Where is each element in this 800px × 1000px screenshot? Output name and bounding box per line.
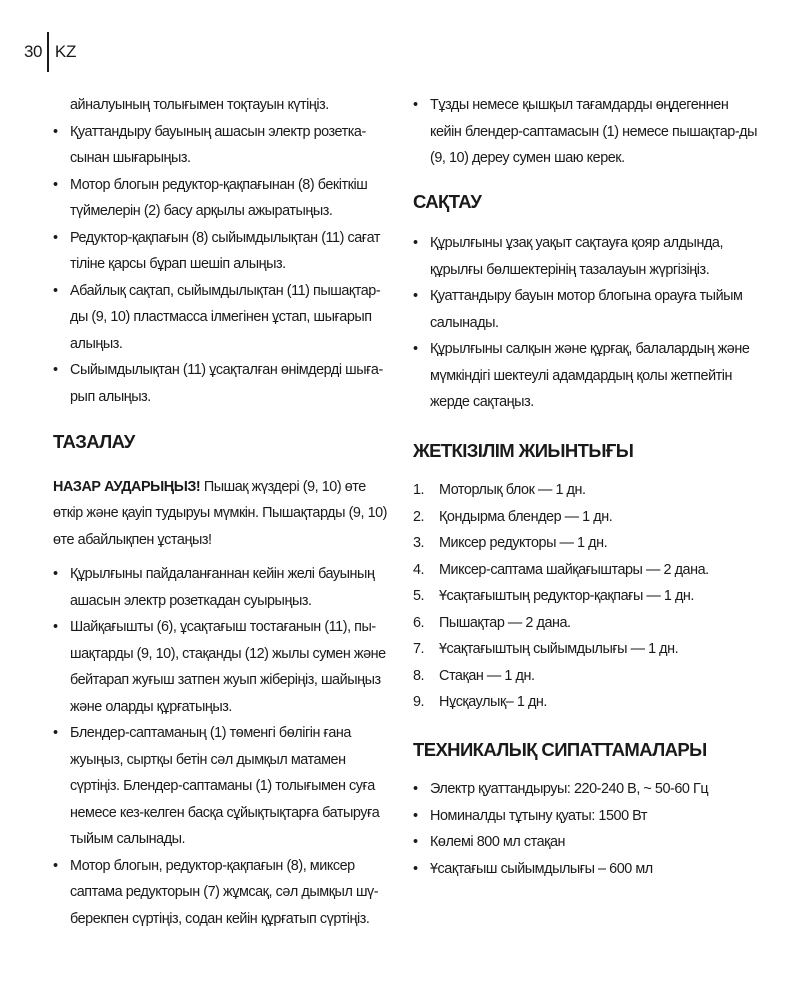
item-text: Моторлық блок — 1 дн. — [439, 482, 586, 498]
list-item: • Тұзды немесе қышқыл тағамдарды өңдегеннен кейін блендер-саптамасын (1) немесе пышақтар-ды (9, 10) дереу сумен шаю керек. — [413, 92, 758, 172]
list-item: • Ұсақтағыш сыйымдылығы – 600 мл — [413, 856, 758, 883]
cleaning-list — [53, 561, 391, 932]
item-number: 7. — [413, 641, 425, 657]
page-number: 30 — [24, 42, 42, 61]
item-text: Миксер редукторы — 1 дн. — [439, 535, 608, 551]
list-item: • Абайлық сақтап, сыйымдылықтан (11) пышақтар-ды (9, 10) пластмасса ілмегінен ұстап, шығарып алыңыз. — [53, 278, 391, 358]
item-number: 6. — [413, 614, 425, 631]
item-number: 2. — [413, 508, 425, 525]
contents-item — [413, 610, 758, 637]
list-item: • Блендер-саптаманың (1) төменгі бөлігін ғана жуыңыз, сыртқы бетін сәл дымқыл матамен сүртіңіз. Блендер-саптаманы (1) толығымен суға немесе кез-келген басқа сұйықтықтарға батыруға тыйым салынады. — [53, 720, 391, 853]
item-number: 4. — [413, 561, 425, 578]
list-item: • Электр қуаттандыруы: 220-240 В, ~ 50-60 Гц — [413, 776, 758, 803]
list-item: • Сыйымдылықтан (11) ұсақталған өнімдерді шыға-рып алыңыз. — [53, 357, 391, 410]
list-item: • Мотор блогын, редуктор-қақпағын (8), миксер саптама редукторын (7) жұмсақ, сәл дымқыл шү-берекпен сүртіңіз, содан кейін құрғатып сүртіңіз. — [53, 853, 391, 933]
disassembly-list — [53, 119, 391, 411]
warning-text: Пышақ жүздері (9, 10) өте өткір және қауіп тудыруы мүмкін. Пышақтарды (9, 10) өте абайлықпен ұстаңыз! — [53, 478, 388, 548]
specs-heading: ТЕХНИКАЛЫҚ СИПАТТАМАЛАРЫ — [413, 738, 707, 760]
list-item: • Қуаттандыру бауын мотор блогына орауға тыйым салынады. — [413, 283, 758, 336]
item-number: 9. — [413, 694, 425, 710]
list-item: • Редуктор-қақпағын (8) сыйымдылықтан (11) сағат тіліне қарсы бұрап шешіп алыңыз. — [53, 225, 391, 278]
continuation-text: айналуының толығымен тоқтауын күтіңіз. — [70, 97, 329, 113]
contents-heading: ЖЕТКІЗІЛІМ ЖИЫНТЫҒЫ — [413, 439, 634, 461]
storage-heading: САҚТАУ — [413, 190, 482, 212]
warning-label: НАЗАР АУДАРЫҢЫЗ! — [53, 478, 201, 495]
contents-item — [413, 583, 758, 610]
list-item: • Шайқағышты (6), ұсақтағыш тостағанын (11), пы-шақтарды (9, 10), стақанды (12) жылы сумен және бейтарап жуғыш затпен жуып жіберіңіз, шайыңыз және оларды құрғатыңыз. — [53, 614, 391, 720]
item-text: Ұсақтағыштың сыйымдылығы — 1 дн. — [439, 641, 679, 657]
item-text: Миксер-саптама шайқағыштары — 2 дана. — [439, 561, 709, 578]
warning-paragraph — [53, 474, 391, 554]
item-text: Стақан — 1 дн. — [439, 667, 535, 684]
item-number: 3. — [413, 535, 425, 551]
contents-item — [413, 557, 758, 584]
contents-item — [413, 636, 758, 663]
list-item: • Көлемі 800 мл стақан — [413, 829, 758, 856]
item-number: 8. — [413, 667, 425, 684]
item-text: Қондырма блендер — 1 дн. — [439, 508, 613, 525]
item-text: Пышақтар — 2 дана. — [439, 614, 571, 631]
list-item: • Қуаттандыру бауының ашасын электр розетка-сынан шығарыңыз. — [53, 119, 391, 172]
contents-item — [413, 504, 758, 531]
contents-item — [413, 530, 758, 557]
cleaning-heading: ТАЗАЛАУ — [53, 431, 135, 452]
specs-list — [413, 776, 758, 882]
language-code: KZ — [54, 42, 77, 61]
list-item: • Номиналды тұтыну қуаты: 1500 Вт — [413, 803, 758, 830]
item-number: 1. — [413, 482, 425, 498]
contents-list — [413, 477, 758, 716]
left-column — [53, 92, 391, 932]
storage-list — [413, 230, 758, 416]
list-item: • Құрылғыны ұзақ уақыт сақтауға қояр алдында, құрылғы бөлшектерінің тазалауын жүргізіңіз. — [413, 230, 758, 283]
header-divider — [47, 32, 49, 72]
list-item: • Мотор блогын редуктор-қақпағынан (8) бекіткіш түймелерін (2) басу арқылы ажыратыңыз. — [53, 172, 391, 225]
contents-item — [413, 663, 758, 690]
item-number: 5. — [413, 588, 425, 604]
right-column — [413, 92, 758, 882]
list-item: • Құрылғыны пайдаланғаннан кейін желі бауының ашасын электр розеткадан суырыңыз. — [53, 561, 391, 614]
contents-item — [413, 477, 758, 504]
item-text: Ұсақтағыштың редуктор-қақпағы — 1 дн. — [439, 588, 694, 604]
contents-item — [413, 689, 758, 716]
page-header — [24, 32, 76, 72]
item-text: Нұсқаулық– 1 дн. — [439, 694, 547, 710]
list-item: • Құрылғыны салқын және құрғақ, балалардың және мүмкіндігі шектеулі адамдардың қолы жетпейтін жерде сақтаңыз. — [413, 336, 758, 416]
cleaning-list-continued — [413, 92, 758, 172]
